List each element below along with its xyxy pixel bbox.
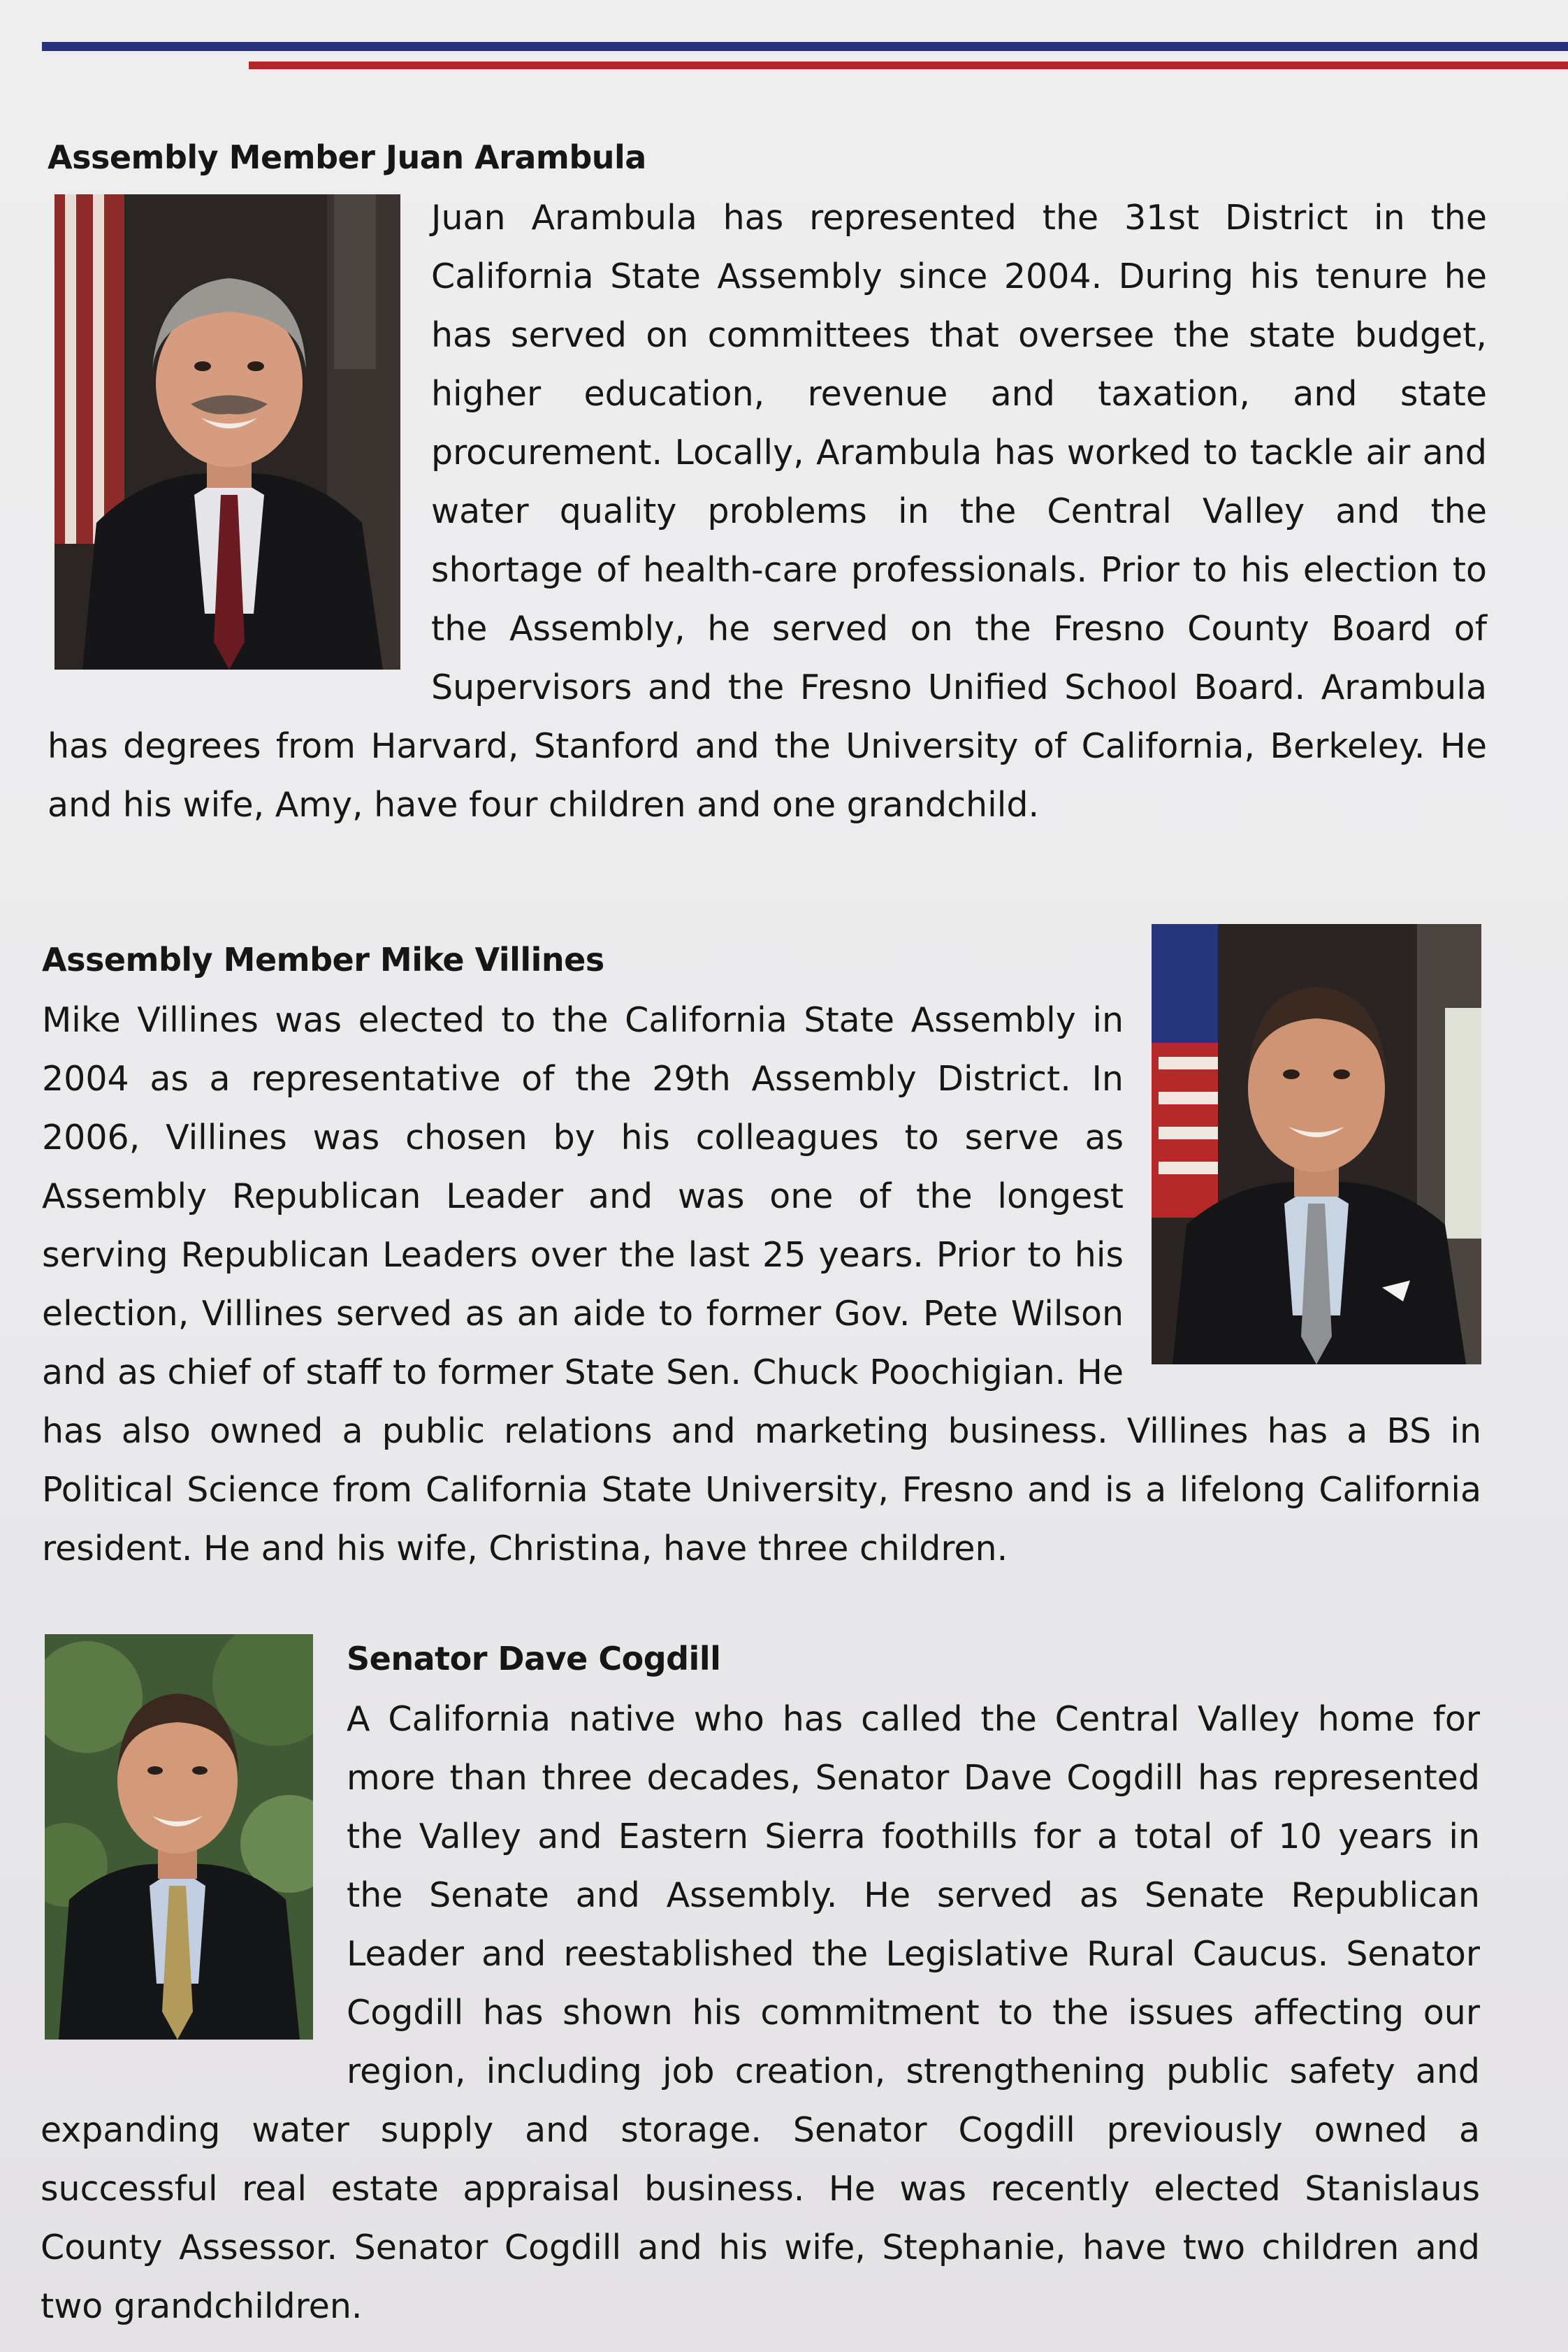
portrait-photo-mike-villines: [1152, 924, 1481, 1364]
bio-heading: Senator Dave Cogdill: [347, 1640, 721, 1678]
bio-heading: Assembly Member Mike Villines: [42, 941, 604, 979]
top-blue-stripe: [42, 42, 1568, 51]
portrait-photo-dave-cogdill: [45, 1634, 313, 2040]
bio-mike-villines: [42, 935, 1481, 1578]
bio-text: A California native who has called the Central Valley home for more than three decades, Senator Dave Cogdill has represented the Valley and Eastern Sierra foothills for a total of 10 years in the Senate and Assembly. He served as Senate Republican Leader and reestablished the Legislative Rural Caucus. Senator Cogdill has shown his commitment to the issues affecting our region, including job creation, strengthening public safety and expanding water supply and storage. Senator Cogdill previously owned a successful real estate appraisal business. He was recently elected Stanislaus County Assessor. Senator Cogdill and his wife, Stephanie, have two children and two grandchildren.: [41, 1699, 1480, 2326]
bio-text: Juan Arambula has represented the 31st District in the California State Assembly since 2004. During his tenure he has served on committees that oversee the state budget, higher education, revenue and taxation, and state procurement. Locally, Arambula has worked to tackle air and water quality problems in the Central Valley and the shortage of health-care professionals. Prior to his election to the Assembly, he served on the Fresno County Board of Supervisors and the Fresno Unified School Board. Arambula has degrees from Harvard, Stanford and the University of California, Berkeley. He and his wife, Amy, have four children and one grandchild.: [48, 198, 1487, 825]
bio-heading: Assembly Member Juan Arambula: [48, 138, 646, 176]
portrait-photo-juan-arambula: [55, 194, 400, 670]
bio-juan-arambula: [48, 133, 1487, 835]
bio-dave-cogdill: [41, 1634, 1480, 2336]
top-red-stripe: [249, 62, 1568, 69]
bio-text: Mike Villines was elected to the California State Assembly in 2004 as a representative of the 29th Assembly District. In 2006, Villines was chosen by his colleagues to serve as Assembly Republican Leader and was one of the longest serving Republican Leaders over the last 25 years. Prior to his election, Villines served as an aide to former Gov. Pete Wilson and as chief of staff to former State Sen. Chuck Poochigian. He has also owned a public relations and marketing business. Villines has a BS in Political Science from California State University, Fresno and is a lifelong California resident. He and his wife, Christina, have three children.: [42, 1000, 1481, 1568]
